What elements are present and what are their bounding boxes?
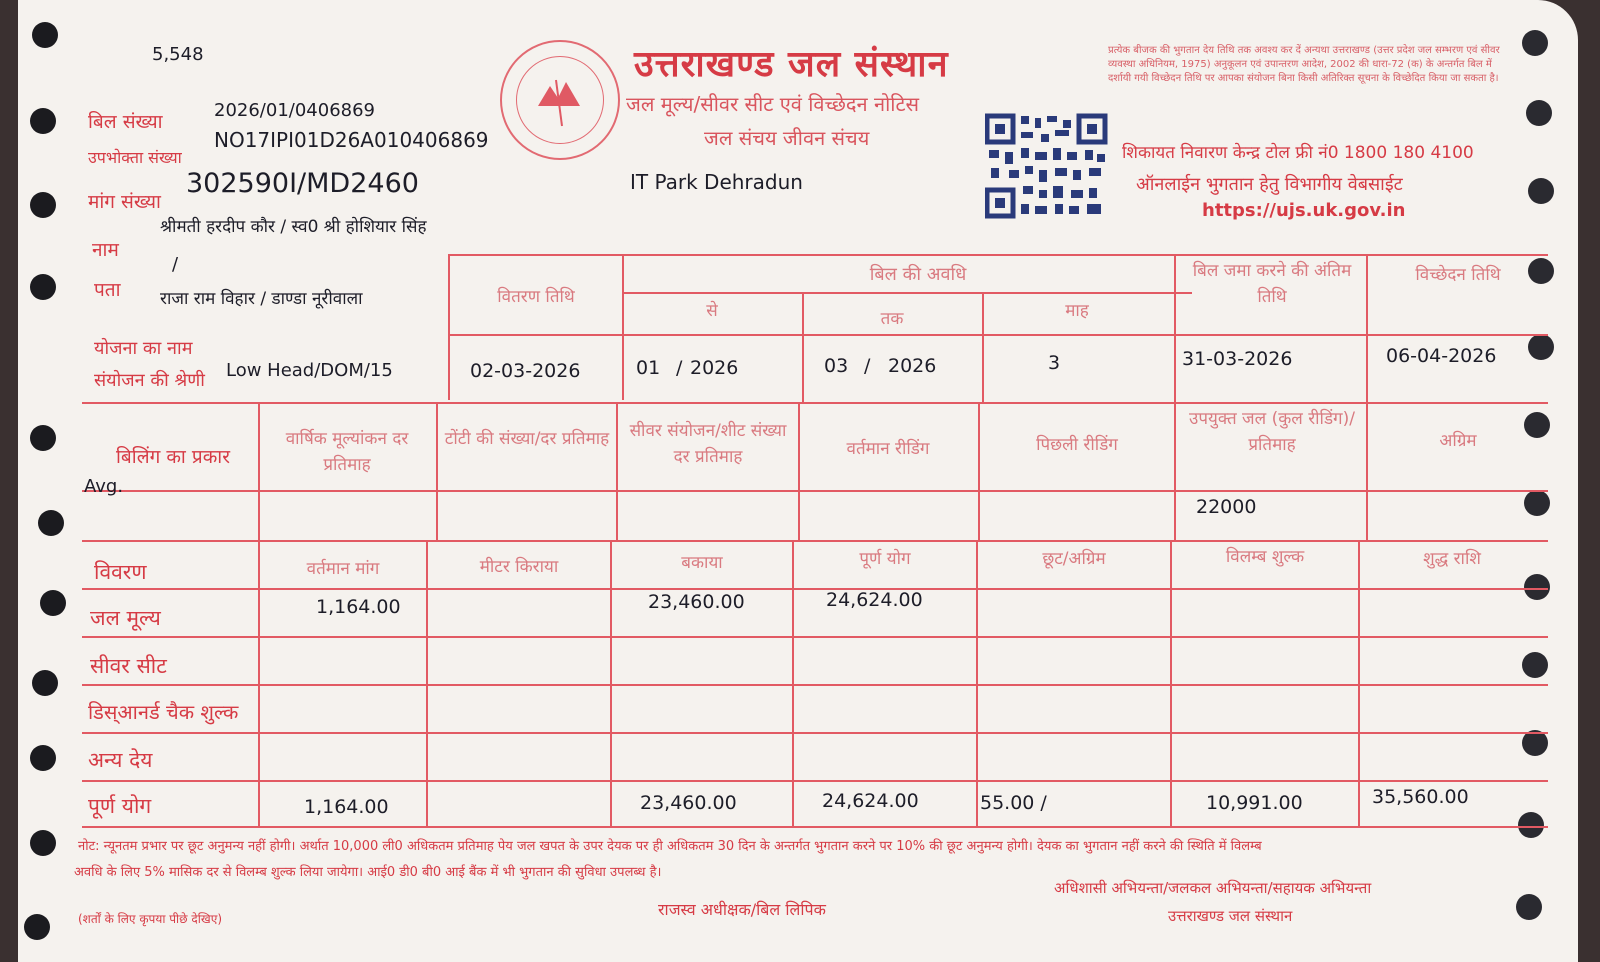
punch-hole (32, 670, 58, 696)
terms-note: (शर्तों के लिए कृपया पीछे देखिए) (78, 912, 223, 926)
address-line1: / (172, 254, 179, 275)
taps-header: टोंटी की संख्या/दर प्रतिमाह (444, 429, 610, 449)
period-to-year: 2026 (888, 355, 937, 377)
office-name: IT Park Dehradun (630, 170, 803, 194)
qr-code-icon (985, 112, 1109, 220)
period-to-month: 03 (824, 355, 849, 377)
address-line2: राजा राम विहार / डाण्डा नूरीवाला (160, 289, 363, 309)
mountain-logo-icon (500, 40, 616, 156)
grand-total-total: 24,624.00 (822, 790, 919, 812)
distribution-date: 02-03-2026 (470, 360, 581, 382)
bill-no-label: बिल संख्या (88, 111, 163, 133)
disconnection-date: 06-04-2026 (1386, 345, 1497, 367)
dishonoured-cheque-label: डिस्आनर्ड चैक शुल्क (88, 700, 239, 724)
connection-label: संयोजन की श्रेणी (94, 370, 205, 391)
notice-text: प्रत्येक बीजक की भुगतान देय तिथि तक अवश्य कर दें अन्यथा उत्तराखण्ड (उत्तर प्रदेश जल सम्भरण एवं सीवर व्यवस्था अधिनियम, 1975) अनुकूलन एवं उपान्तरण आदेश, 2002 की धारा-72 (क) के अन्तर्गत बिल में दर्शायी गयी विच्छेदन तिथि पर आपका संयोजन बिना किसी अतिरिक्त सूचना के विच्छेदित किया जा सकता है। (1108, 45, 1500, 84)
demand-no-label: मांग संख्या (88, 191, 161, 213)
engineer-signature: अधिशासी अभियन्ता/जलकल अभियन्ता/सहायक अभियन्ता (1054, 879, 1372, 897)
tagline: जल संचय जीवन संचय (704, 126, 870, 150)
annual-rate-header: वार्षिक मूल्यांकन दर प्रतिमाह (285, 429, 409, 475)
other-dues-label: अन्य देय (88, 748, 153, 772)
punch-hole (1522, 30, 1548, 56)
punch-hole (1528, 334, 1554, 360)
address-label: पता (94, 279, 121, 301)
bill-no: 2026/01/0406869 (214, 100, 376, 121)
billing-type: Avg. (84, 476, 124, 497)
helpline: शिकायत निवारण केन्द्र टोल फ्री नं0 1800 180 4100 (1122, 143, 1474, 163)
water-arrears: 23,460.00 (648, 591, 745, 613)
period-months: 3 (1048, 352, 1061, 374)
bill-period-header: बिल की अवधि (869, 264, 967, 285)
water-current-demand: 1,164.00 (316, 596, 401, 618)
punch-hole (1522, 652, 1548, 678)
punch-hole (1528, 178, 1554, 204)
water-used: 22000 (1196, 496, 1257, 518)
meter-rent-header: मीटर किराया (479, 557, 559, 577)
punch-hole (30, 745, 56, 771)
water-charge-label: जल मूल्य (90, 606, 161, 630)
punch-hole (30, 192, 56, 218)
notice-subtitle: जल मूल्य/सीवर सीट एवं विच्छेदन नोटिस (626, 92, 920, 116)
punch-hole (32, 22, 58, 48)
last-payment-date: 31-03-2026 (1182, 348, 1293, 370)
late-fee-header: विलम्ब शुल्क (1225, 547, 1305, 567)
punch-hole (30, 108, 56, 134)
website-link[interactable]: https://ujs.uk.gov.in (1202, 200, 1406, 221)
scheme-label: योजना का नाम (94, 338, 193, 359)
period-from-year: 2026 (690, 357, 739, 379)
months-header: माह (1065, 301, 1089, 321)
rebate-header: छूट/अग्रिम (1042, 549, 1106, 569)
revenue-signature: राजस्व अधीक्षक/बिल लिपिक (658, 900, 826, 919)
consumer-no: NO17IPI01D26A010406869 (214, 128, 489, 152)
online-payment-label: ऑनलाईन भुगतान हेतु विभागीय वेबसाईट (1136, 174, 1403, 195)
arrears-header: बकाया (681, 553, 723, 573)
consumer-name: श्रीमती हरदीप कौर / स्व0 श्री होशियार सिंह (160, 217, 427, 237)
water-total: 24,624.00 (826, 589, 923, 611)
connection-category: Low Head/DOM/15 (226, 360, 393, 381)
disconnection-date-header: विच्छेदन तिथि (1415, 265, 1501, 285)
advance-header: अग्रिम (1439, 431, 1477, 451)
water-bill-document: 5,548 उत्तराखण्ड जल संस्थान जल मूल्य/सीवर सीट एवं विच्छेदन नोटिस जल संचय जीवन संचय IT Park Dehradun प्रत्येक बीजक की भुगतान देय तिथि तक अवश्य कर दें अन्यथा उत्तराखण्ड (उत्तर प्रदेश जल सम्भरण एवं सीवर व्यवस्था अधिनियम, 1975) अनुकूलन एवं उपान्तरण आदेश, 2002 की धारा-72 (क) के अन्तर्गत बिल में दर्शायी गयी विच्छेदन तिथि पर आपका संयोजन बिना किसी अतिरिक्त सूचना के विच्छेदित किया जा सकता है। शिकायत निवारण केन्द्र टोल फ्री नं0 1800 180 4100 ऑनलाईन भुगतान हेतु विभागीय वेबसाईट https://ujs.uk.gov.in बिल संख्या 2026/01/0406869 उपभोक्ता संख्या NO17IPI01D26A010406869 मांग संख्या 302590I/MD2460 श्रीमती हरदीप कौर / स्व0 श्री होशियार सिंह नाम / पता राजा राम विहार / डाण्डा नूरीवाला योजना का नाम संयोजन की श्रेणी Low Head/DOM/15 वितरण तिथि बिल की अवधि से तक माह बिल जमा करने की अंतिम तिथि विच्छेदन तिथि 02-03-2026 01 / 2026 03 / 2026 3 31-03-2026 06-04-2026 बिलिंग का प्रकार वार्षिक मूल्यांकन दर प्रतिमाह टोंटी की संख्या/दर प्रतिमाह सीवर संयोजन/शीट संख्या दर प्रतिमाह वर्तमान रीडिंग पिछली रीडिंग उपयुक्त जल (कुल रीडिंग)/प्रतिमाह अग्रिम Avg. 22000 विवरण वर्तमान मांग मीटर किराया बकाया पूर्ण योग छूट/अग्रिम विलम्ब शुल्क शुद्ध राशि जल मूल्य 1,164.00 23,460.00 24,624.00 सीवर सीट डिस्आनर्ड चैक शुल्क अन्य देय पूर्ण योग 1,164.00 23,460.00 24,624.00 55.00 / 10,991.00 35,560.00 नोट: न्यूनतम प्रभार पर छूट अनुमन्य नहीं होगी। अर्थात 10,000 ली0 अधिकतम प्रतिमाह पेय जल खपत के उपर देयक पर ही अधिकतम 30 दिन के अन्तर्गत भुगतान करने पर 10% की छूट अनुमन्य होगी। देयक का भुगतान नहीं करने की स्थिति में विलम्ब अवधि के लिए 5% मासिक दर से विलम्ब शुल्क लिया जायेगा। आई0 डी0 बी0 आई बैंक में भी भुगतान की सुविधा उपलब्ध है। (शर्तों के लिए कृपया पीछे देखिए) राजस्व अधीक्षक/बिल लिपिक अधिशासी अभियन्ता/जलकल अभियन्ता/सहायक अभियन्ता उत्तराखण्ड जल संस्थान (18, 0, 1578, 962)
period-from-month: 01 (636, 357, 661, 379)
note-line-1: नोट: न्यूनतम प्रभार पर छूट अनुमन्य नहीं होगी। अर्थात 10,000 ली0 अधिकतम प्रतिमाह पेय जल खपत के उपर देयक पर ही अधिकतम 30 दिन के अन्तर्गत भुगतान करने पर 10% की छूट अनुमन्य होगी। देयक का भुगतान नहीं करने की स्थिति में विलम्ब (78, 839, 1262, 854)
demand-no: 302590I/MD2460 (186, 168, 419, 199)
previous-reading-header: पिछली रीडिंग (1036, 435, 1118, 455)
billing-type-header: बिलिंग का प्रकार (116, 446, 230, 468)
distribution-date-header: वितरण तिथि (497, 287, 575, 307)
grand-total-net: 35,560.00 (1372, 786, 1469, 808)
note-line-2: अवधि के लिए 5% मासिक दर से विलम्ब शुल्क लिया जायेगा। आई0 डी0 बी0 आई बैंक में भी भुगतान की सुविधा उपलब्ध है। (74, 865, 662, 880)
grand-total-arrears: 23,460.00 (640, 792, 737, 814)
period-from-header: से (706, 301, 718, 321)
sewer-header: सीवर संयोजन/शीट संख्या दर प्रतिमाह (629, 421, 787, 467)
grand-total-current: 1,164.00 (304, 796, 389, 818)
punch-hole (1526, 100, 1552, 126)
serial-number: 5,548 (152, 44, 204, 65)
grand-total-rebate: 55.00 / (980, 792, 1047, 814)
description-header: विवरण (94, 560, 147, 584)
current-reading-header: वर्तमान रीडिंग (846, 439, 930, 459)
org-title: उत्तराखण्ड जल संस्थान (634, 44, 949, 85)
punch-hole (40, 590, 66, 616)
water-used-header: उपयुक्त जल (कुल रीडिंग)/प्रतिमाह (1189, 409, 1355, 455)
punch-hole (1518, 812, 1544, 838)
punch-hole (30, 425, 56, 451)
punch-hole (1524, 490, 1550, 516)
net-amount-header: शुद्ध राशि (1423, 549, 1481, 569)
name-label: नाम (92, 239, 119, 261)
punch-hole (30, 274, 56, 300)
punch-hole (38, 510, 64, 536)
grand-total-label: पूर्ण योग (88, 794, 152, 818)
last-date-header: बिल जमा करने की अंतिम तिथि (1192, 261, 1352, 307)
punch-hole (1524, 574, 1550, 600)
current-demand-header: वर्तमान मांग (306, 559, 380, 579)
consumer-no-label: उपभोक्ता संख्या (88, 148, 182, 167)
punch-hole (30, 830, 56, 856)
engineer-org: उत्तराखण्ड जल संस्थान (1168, 907, 1293, 925)
sewer-charge-label: सीवर सीट (90, 654, 167, 678)
punch-hole (24, 914, 50, 940)
grand-total-late-fee: 10,991.00 (1206, 792, 1303, 814)
department-seal (500, 40, 620, 160)
total-header: पूर्ण योग (859, 549, 911, 569)
punch-hole (1516, 894, 1542, 920)
period-to-header: तक (880, 309, 904, 329)
